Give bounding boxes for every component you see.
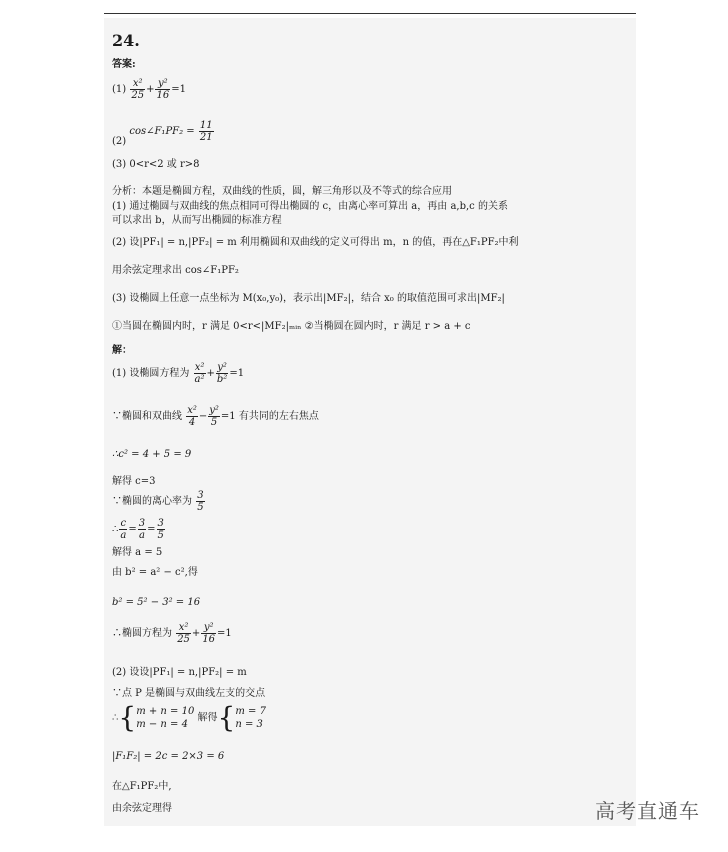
solution-step-2-minus: − bbox=[198, 411, 208, 422]
solution-step-6-frac-1 bbox=[119, 518, 127, 541]
solution-step-6-frac-3 bbox=[157, 518, 165, 541]
watermark-text: 高考直通车 bbox=[595, 799, 700, 823]
solution-step-2-frac-y-num: y² bbox=[209, 405, 219, 416]
solution-step-1: (1) 设椭圆方程为 $\frac{\text{x²}}{\text{a²}}$ + $\frac{\text{y²}}{\text{b²}}$ =1 bbox=[112, 362, 245, 385]
solution-step-10-frac-x bbox=[176, 622, 191, 645]
solution-step-6-frac-3-num: 3 bbox=[157, 518, 164, 529]
answer-3: (3) 0<r<2 或 r>8 bbox=[112, 159, 200, 170]
solution-step-1-frac-y bbox=[216, 362, 228, 385]
solution-step-2-text: ∵椭圆和双曲线 bbox=[112, 411, 182, 422]
analysis-line-5: 用余弦定理求出 cos∠F₁PF₂ bbox=[112, 265, 239, 276]
answer-label: 答案: bbox=[112, 59, 136, 70]
solution-step-6-frac-1-den: a bbox=[120, 530, 127, 541]
solution-step-10-eq: =1 bbox=[217, 628, 232, 639]
solution-step-13-mid: 解得 bbox=[197, 712, 218, 724]
solution-step-6 bbox=[112, 518, 166, 541]
solution-step-10-frac-y bbox=[201, 622, 216, 645]
solution-step-2-frac-y bbox=[208, 405, 220, 428]
equation-system-2 bbox=[235, 705, 266, 731]
answer-1-frac-y bbox=[155, 78, 170, 101]
answer-1-frac-y-den: 16 bbox=[156, 90, 170, 101]
question-number: 24. bbox=[112, 31, 140, 50]
solution-step-12: ∵点 P 是椭圆与双曲线左支的交点 bbox=[112, 688, 266, 699]
solution-step-9: b² = 5² − 3² = 16 bbox=[112, 597, 201, 608]
solution-step-1-frac-x bbox=[194, 362, 206, 385]
solution-step-5-frac-num: 3 bbox=[197, 490, 204, 501]
solution-step-2-frac-x bbox=[186, 405, 198, 428]
solution-step-13-prefix: ∴ bbox=[112, 712, 119, 724]
solution-step-10-text: ∴椭圆方程为 bbox=[112, 628, 172, 639]
solution-step-1-eq: =1 bbox=[229, 368, 245, 379]
answer-1 bbox=[112, 78, 186, 101]
solution-step-2-frac-x-den: 4 bbox=[188, 417, 196, 428]
solution-step-1-frac-x-den: a² bbox=[194, 374, 205, 385]
answer-1-frac-x bbox=[130, 78, 145, 101]
analysis-line-1: 分析：本题是椭圆方程，双曲线的性质，圆，解三角形以及不等式的综合应用 bbox=[112, 186, 452, 197]
answer-1-frac-y-num: y² bbox=[155, 78, 170, 90]
answer-2-frac bbox=[199, 120, 214, 143]
solution-step-6-frac-2-num: 3 bbox=[138, 518, 146, 529]
analysis-line-4: (2) 设|PF₁| = n,|PF₂| = m 利用椭圆和双曲线的定义可得出 m，n 的值，再在△F₁PF₂中利 bbox=[112, 237, 519, 248]
solution-step-3: ∴c² = 4 + 5 = 9 bbox=[112, 449, 192, 460]
solution-step-10-frac-x-num: x² bbox=[176, 622, 191, 634]
solution-step-5-frac bbox=[196, 490, 204, 513]
solution-label: 解： bbox=[112, 345, 132, 356]
solution-step-11: (2) 设设|PF₁| = n,|PF₂| = m bbox=[112, 667, 247, 678]
solution-step-6-frac-2-den: a bbox=[138, 530, 145, 541]
solution-step-5-text: ∵椭圆的离心率为 bbox=[112, 496, 192, 507]
equation-system-1-row-2: m − n = 4 bbox=[136, 719, 188, 730]
solution-step-1-frac-y-den: b² bbox=[216, 374, 228, 385]
solution-step-10: ∴椭圆方程为 $\frac{\text{x²}}{25}$ + $\frac{\text{y²}}{16}$ =1 bbox=[112, 622, 232, 645]
solution-step-13 bbox=[112, 701, 266, 734]
answer-1-frac-x-num: x² bbox=[130, 78, 145, 90]
answer-1-prefix: (1) bbox=[112, 84, 127, 95]
answer-2-prefix: (2) bbox=[112, 136, 127, 147]
answer-2-frac-den: 21 bbox=[199, 132, 213, 143]
solution-step-10-frac-x-den: 25 bbox=[177, 634, 190, 645]
solution-step-10-frac-y-den: 16 bbox=[202, 634, 216, 645]
solution-step-2-frac-x-num: x² bbox=[187, 405, 197, 416]
solution-step-6-frac-2 bbox=[138, 518, 146, 541]
solution-step-1-frac-y-num: y² bbox=[217, 362, 227, 373]
solution-step-6-frac-3-den: 5 bbox=[157, 530, 164, 541]
answer-2-frac-num: 11 bbox=[199, 120, 213, 131]
solution-step-10-frac-y-num: y² bbox=[201, 622, 216, 634]
solution-step-15: 在△F₁PF₂中, bbox=[112, 781, 172, 792]
solution-step-6-prefix: ∴ bbox=[112, 524, 119, 535]
solution-step-1-frac-x-num: x² bbox=[194, 362, 205, 373]
top-rule bbox=[104, 13, 636, 14]
solution-step-6-eq1: = bbox=[128, 524, 137, 535]
solution-step-6-eq2: = bbox=[147, 524, 156, 535]
equation-system-1 bbox=[136, 705, 194, 731]
answer-2 bbox=[112, 120, 215, 147]
solution-step-6-frac-1-num: c bbox=[120, 518, 127, 529]
solution-step-2-suffix: =1 有共同的左右焦点 bbox=[220, 411, 319, 422]
solution-step-1-text: (1) 设椭圆方程为 bbox=[112, 368, 190, 379]
analysis-line-6: (3) 设椭圆上任意一点坐标为 M(x₀,y₀)，表示出|MF₂|，结合 x₀ 的取值范围可求出|MF₂| bbox=[112, 293, 505, 304]
solution-step-2 bbox=[112, 405, 319, 428]
equation-system-2-row-1: m = 7 bbox=[235, 706, 266, 717]
answer-1-eq: =1 bbox=[171, 84, 186, 95]
left-brace-2: { bbox=[217, 701, 236, 734]
solution-step-7: 解得 a = 5 bbox=[112, 547, 163, 558]
analysis-line-2: (1) 通过椭圆与双曲线的焦点相同可得出椭圆的 c，由离心率可算出 a，再由 a,b,c 的关系 bbox=[112, 201, 508, 212]
solution-step-8: 由 b² = a² − c²,得 bbox=[112, 567, 198, 578]
answer-1-plus: + bbox=[146, 84, 155, 95]
analysis-line-7: ①当圆在椭圆内时，r 满足 0<r<|MF₂|ₘᵢₙ ②当椭圆在圆内时，r 满足 r > a + c bbox=[112, 321, 471, 332]
solution-step-16: 由余弦定理得 bbox=[112, 803, 172, 814]
answer-2-cos: cos∠F₁PF₂ = bbox=[129, 126, 195, 137]
solution-step-14: |F₁F₂| = 2c = 2×3 = 6 bbox=[112, 751, 225, 762]
left-brace-1: { bbox=[118, 701, 137, 734]
equation-system-2-row-2: n = 3 bbox=[235, 719, 263, 730]
solution-step-5 bbox=[112, 490, 206, 513]
solution-step-5-frac-den: 5 bbox=[197, 502, 204, 513]
answer-1-frac-x-den: 25 bbox=[131, 90, 145, 101]
solution-step-4: 解得 c=3 bbox=[112, 476, 156, 487]
analysis-line-3: 可以求出 b，从而写出椭圆的标准方程 bbox=[112, 215, 282, 226]
equation-system-1-row-1: m + n = 10 bbox=[136, 706, 195, 717]
solution-step-2-frac-y-den: 5 bbox=[210, 417, 218, 428]
